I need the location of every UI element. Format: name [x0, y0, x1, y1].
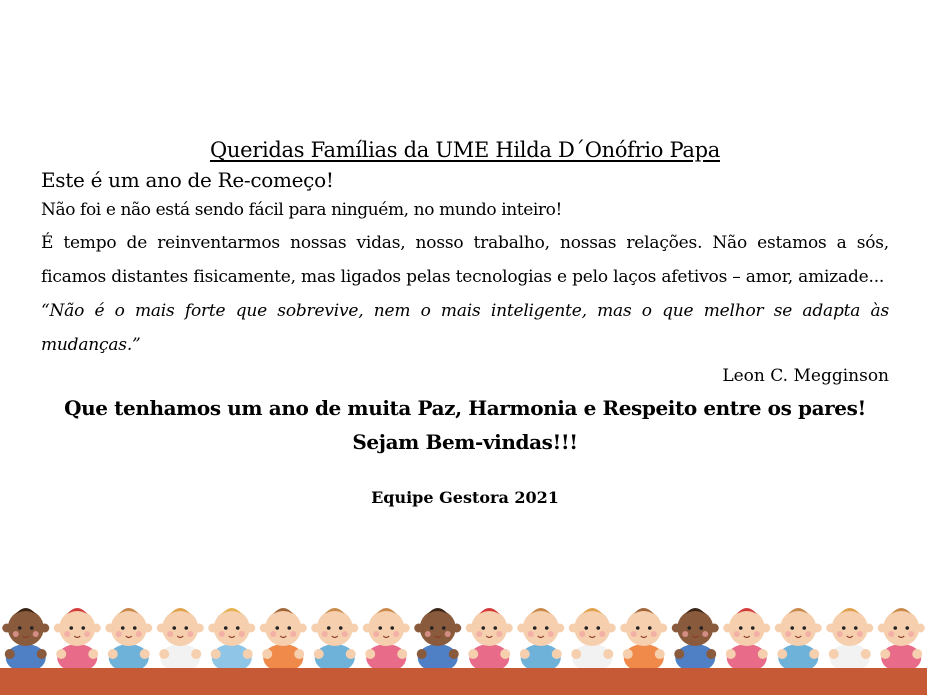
- wish-line: Que tenhamos um ano de muita Paz, Harmonia e Respeito entre os pares!: [64, 396, 866, 420]
- baby-figure: [105, 608, 152, 670]
- letter-body: [41, 138, 889, 507]
- floor-stripe: [0, 668, 927, 695]
- baby-figure: [878, 608, 925, 670]
- baby-figure: [208, 608, 255, 670]
- signature: Equipe Gestora 2021: [371, 488, 559, 507]
- baby-figure: [414, 608, 461, 670]
- baby-figure: [363, 608, 410, 670]
- letter-title: Queridas Famílias da UME Hilda D´Onófrio Papa: [209, 138, 720, 162]
- quote-author: Leon C. Megginson: [722, 366, 889, 386]
- quote: “Não é o mais forte que sobrevive, nem o mais inteligente, mas o que melhor se adapta às mudanças.”: [41, 301, 889, 355]
- baby-figure: [620, 608, 667, 670]
- welcome-line: Sejam Bem-vindas!!!: [352, 430, 578, 454]
- baby-figure: [569, 608, 616, 670]
- baby-figure: [260, 608, 307, 670]
- baby-figure: [723, 608, 770, 670]
- baby-figure: [672, 608, 719, 670]
- baby-figure: [517, 608, 564, 670]
- opening-line: Este é um ano de Re-começo!: [41, 168, 334, 192]
- main-paragraph: É tempo de reinventarmos nossas vidas, nosso trabalho, nossas relações. Não estamos a sós, ficamos distantes fisicamente, mas ligados pelas tecnologias e pelo laços afetivos – amor, amizade...: [41, 233, 889, 287]
- baby-figure: [157, 608, 204, 670]
- babies-border-illustration: [0, 598, 927, 670]
- baby-figure: [311, 608, 358, 670]
- baby-figure: [54, 608, 101, 670]
- baby-figure: [775, 608, 822, 670]
- baby-figure: [826, 608, 873, 670]
- baby-figure: [466, 608, 513, 670]
- second-line: Não foi e não está sendo fácil para ninguém, no mundo inteiro!: [41, 200, 562, 220]
- baby-figure: [2, 608, 49, 670]
